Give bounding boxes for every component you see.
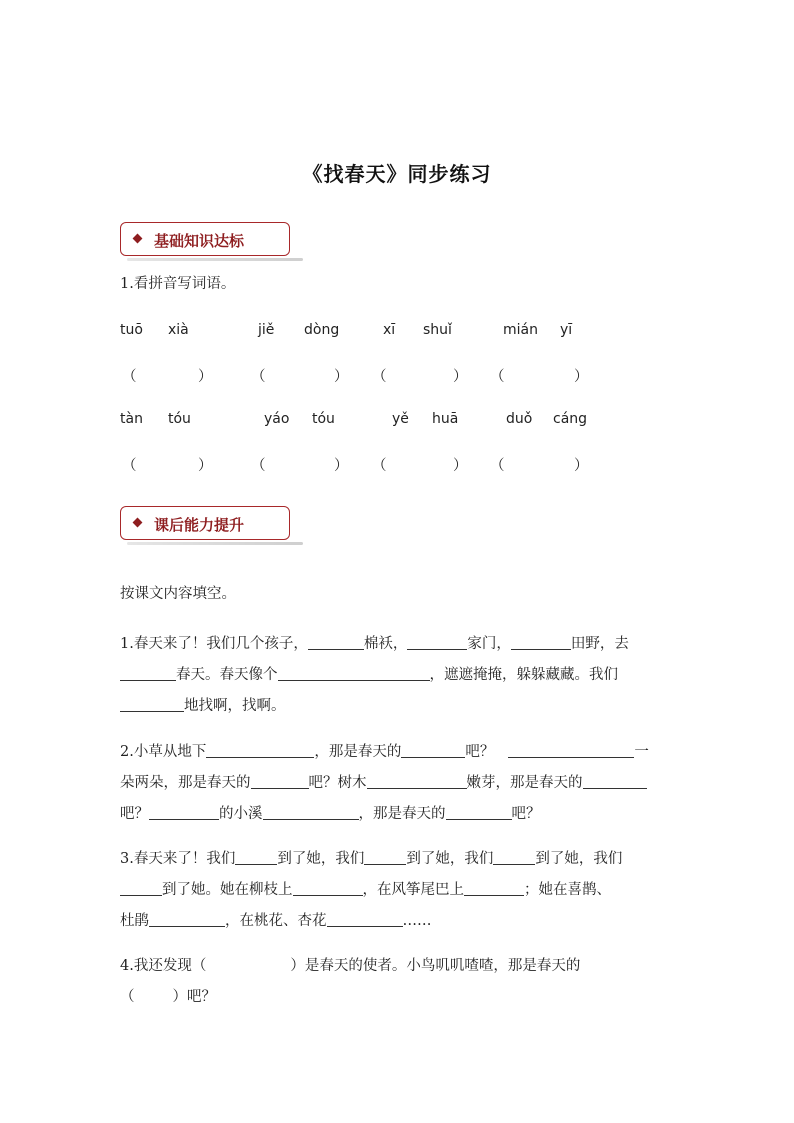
fill-instructions: 按课文内容填空。	[120, 586, 236, 602]
text: ，遮遮掩掩，躲躲藏藏。我们	[429, 667, 618, 683]
pinyin: xià	[168, 322, 189, 338]
passage-3-line-3	[120, 909, 676, 930]
answer-paren-open: （	[490, 458, 505, 474]
text: 春天。春天像个	[176, 667, 278, 683]
pinyin: tóu	[168, 411, 191, 427]
text: ，那是春天的	[314, 744, 402, 760]
text: 嫩芽，那是春天的	[466, 775, 583, 791]
text: ，在桃花、杏花	[225, 913, 327, 929]
text: 2.小草从地下	[120, 744, 207, 760]
text: 田野，去	[570, 636, 629, 652]
blank[interactable]	[407, 635, 467, 650]
text: 吧？	[511, 806, 541, 822]
section-label: 课后能力提升	[154, 516, 245, 534]
pinyin: shuǐ	[423, 322, 452, 338]
text: 吧？树木	[308, 775, 367, 791]
answer-paren-open: （	[251, 458, 266, 474]
blank[interactable]	[206, 743, 314, 758]
pinyin: yī	[560, 322, 573, 338]
passage-2-line-1	[120, 740, 676, 761]
passage-3-line-2	[120, 878, 676, 899]
text: 到了她，我们	[406, 851, 494, 867]
blank[interactable]	[251, 774, 309, 789]
text: 朵两朵，那是春天的	[120, 775, 251, 791]
pinyin: yáo	[264, 411, 290, 427]
answer-paren-close: ）	[574, 369, 589, 385]
passage-2-line-3	[120, 802, 676, 823]
text: ，在风筝尾巴上	[362, 882, 464, 898]
blank[interactable]	[401, 743, 465, 758]
diamond-icon	[133, 234, 143, 244]
text: ）吧？	[172, 989, 216, 1005]
answer-paren-close: ）	[453, 458, 468, 474]
diamond-icon	[133, 518, 143, 528]
text: （	[120, 989, 135, 1005]
passage-4-line-1	[120, 954, 676, 975]
section-header-basic	[120, 222, 290, 256]
pinyin: dòng	[304, 322, 340, 338]
blank[interactable]	[364, 850, 406, 865]
blank[interactable]	[235, 850, 277, 865]
pinyin: tóu	[312, 411, 335, 427]
answer-paren-open: （	[490, 369, 505, 385]
passage-2-line-2	[120, 771, 676, 792]
blank[interactable]	[327, 912, 403, 927]
text: 吧？	[120, 806, 149, 822]
passage-1-line-2	[120, 663, 676, 684]
pinyin: xī	[383, 322, 396, 338]
answer-paren-close: ）	[198, 458, 213, 474]
answer-paren-open: （	[122, 458, 137, 474]
blank[interactable]	[446, 805, 512, 820]
passage-1-line-1	[120, 632, 676, 653]
text: 3.春天来了！我们	[120, 851, 236, 867]
answer-paren-open: （	[372, 369, 387, 385]
pinyin: duǒ	[506, 411, 533, 427]
text: 吧？	[465, 744, 495, 760]
text: ……	[402, 913, 432, 929]
pinyin: tuō	[120, 322, 143, 338]
text: 1.春天来了！我们几个孩子，	[120, 636, 308, 652]
blank[interactable]	[367, 774, 467, 789]
text: 杜鹃	[120, 913, 149, 929]
section-label: 基础知识达标	[154, 232, 245, 250]
answer-paren-close: ）	[453, 369, 468, 385]
blank[interactable]	[511, 635, 571, 650]
blank[interactable]	[493, 850, 535, 865]
pinyin: jiě	[258, 322, 275, 338]
question-1-title: 1.看拼音写词语。	[120, 276, 236, 292]
text: 地找啊，找啊。	[184, 698, 286, 714]
text: 到了她。她在柳枝上	[162, 882, 293, 898]
pinyin: cáng	[553, 411, 588, 427]
passage-4-line-2	[120, 985, 676, 1006]
pinyin: huā	[432, 411, 459, 427]
passage-3-line-1	[120, 847, 676, 868]
blank[interactable]	[308, 635, 364, 650]
answer-paren-close: ）	[334, 369, 349, 385]
text: ；她在喜鹊、	[524, 882, 611, 898]
blank[interactable]	[120, 697, 184, 712]
text: 到了她，我们	[277, 851, 365, 867]
blank[interactable]	[149, 805, 219, 820]
text: 家门，	[467, 636, 511, 652]
pinyin: mián	[503, 322, 538, 338]
text: 到了她，我们	[535, 851, 623, 867]
pinyin: tàn	[120, 411, 143, 427]
text: 一	[634, 744, 649, 760]
text: 4.我还发现（	[120, 958, 207, 974]
blank[interactable]	[583, 774, 647, 789]
text: 棉袄，	[363, 636, 408, 652]
answer-paren-open: （	[122, 369, 137, 385]
pinyin: yě	[392, 411, 409, 427]
answer-paren-open: （	[372, 458, 387, 474]
text: 的小溪	[219, 806, 263, 822]
answer-paren-close: ）	[574, 458, 589, 474]
blank[interactable]	[508, 743, 634, 758]
blank[interactable]	[464, 881, 524, 896]
answer-paren-close: ）	[198, 369, 213, 385]
blank[interactable]	[278, 666, 430, 681]
answer-paren-open: （	[251, 369, 266, 385]
text: ）是春天的使者。小鸟叽叽喳喳，那是春天的	[290, 958, 581, 974]
answer-paren-close: ）	[334, 458, 349, 474]
blank[interactable]	[263, 805, 359, 820]
text: ，那是春天的	[358, 806, 446, 822]
section-header-advanced	[120, 506, 290, 540]
blank[interactable]	[120, 881, 162, 896]
blank[interactable]	[149, 912, 225, 927]
blank[interactable]	[120, 666, 176, 681]
passage-1-line-3	[120, 694, 676, 715]
page-title: 《找春天》同步练习	[302, 162, 492, 186]
blank[interactable]	[293, 881, 363, 896]
